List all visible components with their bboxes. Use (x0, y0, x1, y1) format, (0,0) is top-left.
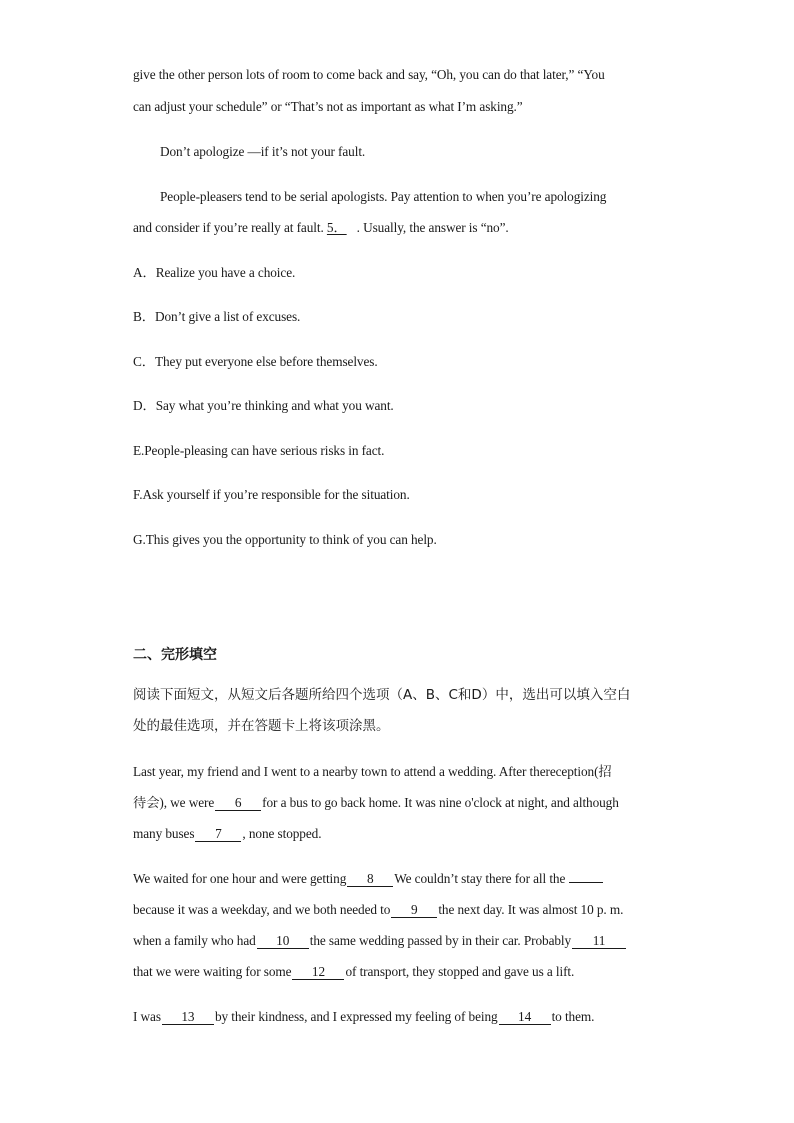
cloze-line (133, 932, 627, 950)
blank-9: 9 (391, 903, 437, 918)
text-segment: when a family who had (133, 933, 256, 948)
instruction-line: 阅读下面短文，从短文后各题所给四个选项（A、B、C和D）中，选出可以填入空白 (133, 687, 631, 703)
section-title: 二、完形填空 (133, 647, 217, 663)
cloze-line (133, 963, 574, 981)
passage-line: give the other person lots of room to come back and say, “Oh, you can do that later,” “You (133, 67, 605, 82)
text-segment: to them. (551, 1009, 595, 1024)
blank-8: 8 (347, 872, 393, 887)
cloze-line (133, 901, 623, 919)
text-segment: by their kindness, and I expressed my feeling of being (214, 1009, 498, 1024)
cloze-line: Last year, my friend and I went to a nearby town to attend a wedding. After thereception(招 (133, 764, 612, 779)
blank-unnumbered (569, 882, 603, 883)
blank-5: 5． (326, 220, 347, 235)
passage-line: can adjust your schedule” or “That’s not as important as what I’m asking.” (133, 99, 523, 114)
option-item: E.People-pleasing can have serious risks in fact. (133, 443, 385, 458)
cloze-line (133, 1008, 594, 1026)
text-segment: for a bus to go back home. It was nine o'clock at night, and although (262, 795, 619, 810)
instruction-line: 处的最佳选项，并在答题卡上将该项涂黑。 (133, 718, 390, 734)
option-item: F.Ask yourself if you’re responsible for the situation. (133, 487, 410, 502)
cloze-line (133, 794, 619, 812)
text-segment: and consider if you’re really at fault. (133, 220, 327, 235)
option-item: C．They put everyone else before themselves. (133, 354, 378, 369)
text-segment: that we were waiting for some (133, 964, 292, 979)
option-item: B．Don’t give a list of excuses. (133, 309, 301, 324)
option-item: D．Say what you’re thinking and what you want. (133, 398, 394, 413)
passage-subheading: Don’t apologize —if it’s not your fault. (160, 144, 366, 159)
blank-7: 7 (195, 827, 241, 842)
text-segment: We waited for one hour and were getting (133, 871, 347, 886)
text-segment: the next day. It was almost 10 p. m. (438, 902, 624, 917)
option-item: A．Realize you have a choice. (133, 265, 296, 280)
blank-14: 14 (499, 1010, 551, 1025)
blank-13: 13 (162, 1010, 214, 1025)
text-segment: 待会), we were (133, 795, 215, 810)
cloze-line (133, 825, 321, 843)
text-segment: the same wedding passed by in their car. Probably (309, 933, 572, 948)
text-segment: , none stopped. (242, 826, 322, 841)
text-segment: . Usually, the answer is “no”. (356, 220, 509, 235)
blank-11: 11 (572, 934, 626, 949)
text-segment: because it was a weekday, and we both needed to (133, 902, 391, 917)
text-segment: We couldn’t stay there for all the (394, 871, 566, 886)
text-segment: of transport, they stopped and gave us a lift. (345, 964, 575, 979)
text-segment: I was (133, 1009, 161, 1024)
text-segment: many buses (133, 826, 195, 841)
passage-line (133, 219, 509, 237)
blank-6: 6 (215, 796, 261, 811)
passage-line: People-pleasers tend to be serial apologists. Pay attention to when you’re apologizing (160, 189, 607, 204)
blank-12: 12 (292, 965, 344, 980)
option-item: G.This gives you the opportunity to think of you can help. (133, 532, 437, 547)
cloze-line (133, 870, 604, 888)
blank-10: 10 (257, 934, 309, 949)
